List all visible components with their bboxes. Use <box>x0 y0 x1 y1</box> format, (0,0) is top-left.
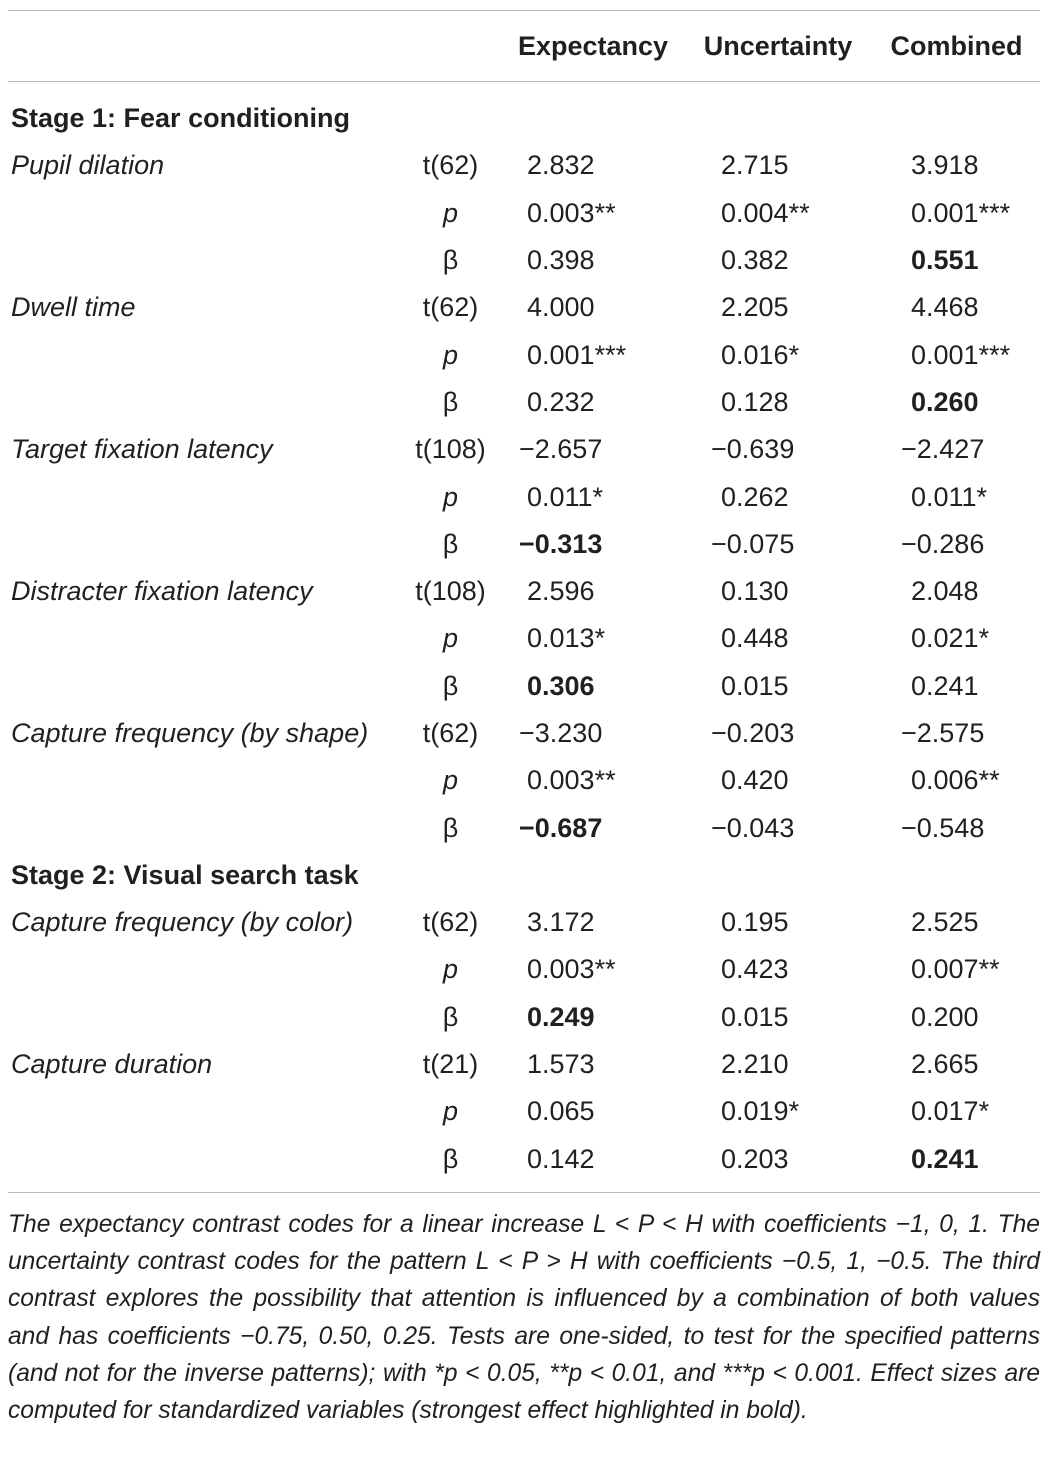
header-uncertainty: Uncertainty <box>703 30 853 61</box>
table-row <box>8 946 1040 993</box>
empty-cell <box>8 663 398 710</box>
table-row <box>8 1088 1040 1135</box>
table-row <box>8 899 1040 946</box>
value-cell: 0.241 <box>911 1143 979 1174</box>
value-cell: 0.241 <box>911 670 979 701</box>
value-cell: 0.249 <box>527 1001 595 1032</box>
value-cell: 0.306 <box>527 670 595 701</box>
bottom-rule <box>8 1192 1040 1193</box>
section-title: Stage 2: Visual search task <box>11 859 359 890</box>
table-row <box>8 710 1040 757</box>
stat-label: β <box>442 1001 459 1032</box>
stat-label: p <box>442 954 459 985</box>
value-cell: 4.468 <box>911 292 979 323</box>
value-cell: 0.262 <box>721 481 789 512</box>
value-cell: −0.203 <box>711 718 795 748</box>
measure-name: Pupil dilation <box>11 150 165 181</box>
value-cell: 0.003** <box>527 765 616 796</box>
value-cell: −0.639 <box>711 434 795 465</box>
stat-label: p <box>442 339 459 370</box>
table-footnote: The expectancy contrast codes for a linear increase L < P < H with coefficients −1, 0, 1. The uncertainty contrast codes for the pattern L < P > H with coefficients −0.5, 1, −0.5. The third contrast explores the possibility that attention is influenced by a combination of both values and has coefficients −0.75, 0.50, 0.25. Tests are one-sided, to test for the specified patterns (and not for the inverse patterns); with *p < 0.05, **p < 0.01, and ***p < 0.001. Effect sizes are computed for standardized variables (strongest effect highlighted in bold). <box>8 1211 1040 1425</box>
table-row <box>8 142 1040 189</box>
table-row <box>8 1041 1040 1088</box>
empty-cell <box>8 521 398 568</box>
empty-cell <box>8 757 398 804</box>
value-cell: 3.172 <box>527 907 595 938</box>
table-row <box>8 473 1040 520</box>
measure-name: Target fixation latency <box>11 434 273 465</box>
value-cell: 0.015 <box>721 670 789 701</box>
measure-name: Distracter fixation latency <box>11 576 313 607</box>
stat-label: β <box>442 386 459 417</box>
value-cell: 0.128 <box>721 386 789 417</box>
section-row <box>8 852 1040 899</box>
value-cell: 0.232 <box>527 386 595 417</box>
header-row <box>8 22 1040 70</box>
table-row <box>8 331 1040 378</box>
value-cell: 0.423 <box>721 954 789 985</box>
table-row <box>8 521 1040 568</box>
value-cell: 0.013* <box>527 623 606 654</box>
section-row <box>8 95 1040 142</box>
stat-label: t(108) <box>415 434 486 465</box>
value-cell: 0.398 <box>527 245 595 276</box>
stat-label: p <box>442 1096 459 1127</box>
value-cell: 0.195 <box>721 907 789 938</box>
measure-name: Dwell time <box>11 292 136 323</box>
value-cell: 0.004** <box>721 197 810 228</box>
value-cell: 0.382 <box>721 245 789 276</box>
value-cell: −0.687 <box>519 812 603 843</box>
value-cell: 0.011* <box>527 481 604 512</box>
value-cell: 0.016* <box>721 339 800 370</box>
value-cell: 2.715 <box>721 150 789 181</box>
value-cell: 0.420 <box>721 765 789 796</box>
header-combined: Combined <box>890 30 1023 61</box>
measure-name: Capture duration <box>11 1049 213 1080</box>
value-cell: 2.210 <box>721 1049 789 1080</box>
empty-cell <box>8 237 398 284</box>
table-row <box>8 1136 1040 1183</box>
value-cell: 2.205 <box>721 292 789 323</box>
empty-cell <box>8 1136 398 1183</box>
stat-label: β <box>442 1143 459 1174</box>
results-table <box>8 22 1040 1183</box>
stat-label: t(21) <box>422 1049 479 1080</box>
stat-label: t(62) <box>422 907 479 938</box>
stat-label: β <box>442 528 459 559</box>
empty-cell <box>8 1088 398 1135</box>
value-cell: 2.596 <box>527 576 595 607</box>
stat-label: p <box>442 623 459 654</box>
value-cell: 0.021* <box>911 623 990 654</box>
value-cell: 0.003** <box>527 197 616 228</box>
header-expectancy: Expectancy <box>517 30 669 61</box>
value-cell: 0.001*** <box>911 339 1011 370</box>
value-cell: 2.832 <box>527 150 595 181</box>
stat-label: p <box>442 197 459 228</box>
value-cell: 0.260 <box>911 386 979 417</box>
empty-cell <box>8 190 398 237</box>
empty-cell <box>8 473 398 520</box>
stat-label: β <box>442 812 459 843</box>
value-cell: −2.575 <box>901 718 985 748</box>
value-cell: 0.006** <box>911 765 1000 796</box>
empty-cell <box>8 331 398 378</box>
stat-label: β <box>442 670 459 701</box>
value-cell: 0.203 <box>721 1143 789 1174</box>
value-cell: 0.001*** <box>527 339 627 370</box>
table-row <box>8 379 1040 426</box>
value-cell: 0.001*** <box>911 197 1011 228</box>
empty-cell <box>8 804 398 851</box>
value-cell: 0.003** <box>527 954 616 985</box>
table-row <box>8 663 1040 710</box>
stat-label: t(62) <box>422 150 479 181</box>
table-row <box>8 804 1040 851</box>
table-row <box>8 994 1040 1041</box>
section-title: Stage 1: Fear conditioning <box>11 103 351 134</box>
value-cell: 2.048 <box>911 576 979 607</box>
empty-cell <box>8 615 398 662</box>
stat-label: p <box>442 481 459 512</box>
value-cell: −0.548 <box>901 812 985 843</box>
stat-label: p <box>442 765 459 796</box>
empty-cell <box>8 379 398 426</box>
value-cell: −3.230 <box>519 718 603 748</box>
value-cell: 0.448 <box>721 623 789 654</box>
value-cell: 0.130 <box>721 576 789 607</box>
value-cell: 1.573 <box>527 1049 595 1080</box>
value-cell: 4.000 <box>527 292 595 323</box>
value-cell: 0.007** <box>911 954 1000 985</box>
empty-cell <box>8 946 398 993</box>
table-row <box>8 615 1040 662</box>
value-cell: 0.065 <box>527 1096 595 1127</box>
stat-label: t(62) <box>422 292 479 323</box>
table-body <box>8 95 1040 1183</box>
value-cell: −0.043 <box>711 812 795 843</box>
value-cell: 0.551 <box>911 245 979 276</box>
stat-label: t(62) <box>422 718 479 748</box>
value-cell: 0.011* <box>911 481 988 512</box>
value-cell: −0.075 <box>711 528 795 559</box>
value-cell: 3.918 <box>911 150 979 181</box>
value-cell: 0.017* <box>911 1096 990 1127</box>
table-row <box>8 426 1040 473</box>
table-row <box>8 568 1040 615</box>
value-cell: 0.142 <box>527 1143 595 1174</box>
table-row <box>8 284 1040 331</box>
value-cell: 0.019* <box>721 1096 800 1127</box>
value-cell: −2.427 <box>901 434 985 465</box>
value-cell: −0.313 <box>519 528 603 559</box>
top-rule <box>8 10 1040 11</box>
table-row <box>8 190 1040 237</box>
value-cell: 2.525 <box>911 907 979 938</box>
value-cell: 2.665 <box>911 1049 979 1080</box>
measure-name: Capture frequency (by shape) <box>11 718 369 748</box>
value-cell: 0.200 <box>911 1001 979 1032</box>
measure-name: Capture frequency (by color) <box>11 907 354 938</box>
stat-label: β <box>442 245 459 276</box>
empty-cell <box>8 994 398 1041</box>
value-cell: −2.657 <box>519 434 603 465</box>
value-cell: 0.015 <box>721 1001 789 1032</box>
stat-label: t(108) <box>415 576 486 607</box>
table-row <box>8 237 1040 284</box>
value-cell: −0.286 <box>901 528 985 559</box>
table-row <box>8 757 1040 804</box>
